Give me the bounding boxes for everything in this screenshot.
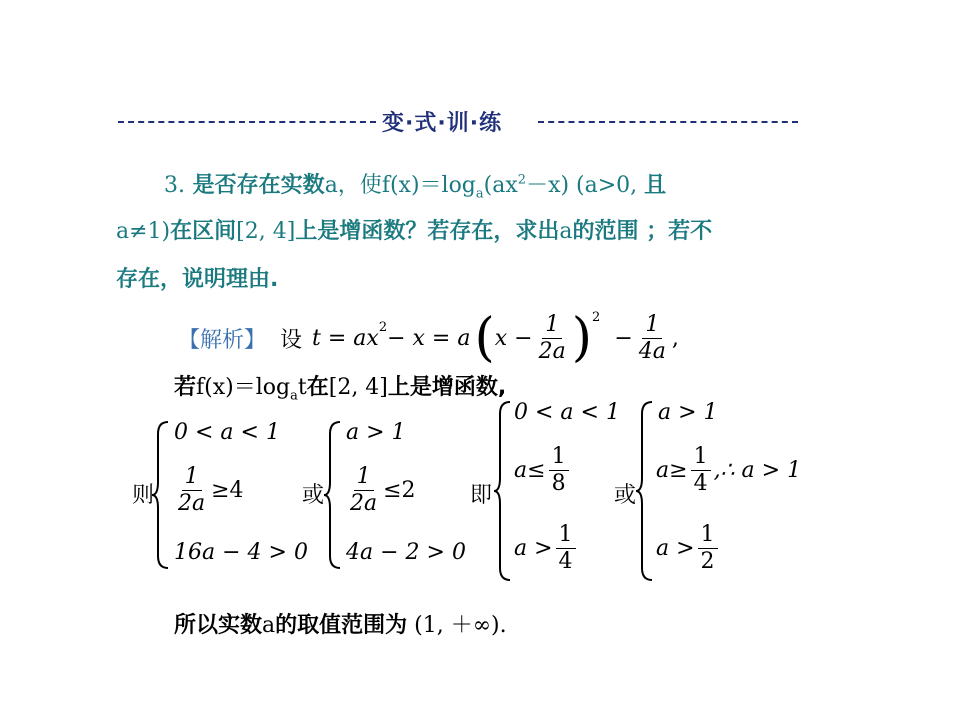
answer-text: 所以实数 <box>174 613 263 638</box>
then-label: 则 <box>132 483 155 508</box>
system-2-line-1: a > 1 <box>346 420 406 445</box>
equation-x: x − <box>494 325 533 351</box>
header-divider-right <box>538 121 798 123</box>
comma: , <box>671 325 679 351</box>
or-label: 或 <box>614 483 637 508</box>
minus-sign: − <box>614 325 633 351</box>
brace-system-1 <box>150 420 172 570</box>
problem-text: 在区间 <box>170 219 237 244</box>
exponent: 2 <box>592 310 601 325</box>
brace-system-2 <box>322 420 344 570</box>
problem-text: 且 <box>644 173 667 198</box>
set-text: 设 <box>280 327 303 353</box>
problem-line-3: 存在，说明理由. <box>116 267 279 292</box>
problem-number: 3. <box>164 173 185 198</box>
system-4-line-3 <box>656 522 721 575</box>
left-paren: ( <box>474 308 495 368</box>
or-label: 或 <box>302 483 325 508</box>
fraction-1-over-2 <box>698 522 718 575</box>
problem-line-1 <box>164 168 666 201</box>
equation-lhs: t = ax <box>312 325 379 351</box>
exponent: 2 <box>517 172 527 188</box>
fraction-numerator: 1 <box>556 522 576 549</box>
system-1-line-1: 0 < a < 1 <box>174 420 280 445</box>
problem-text: 的范围 ；若不 <box>572 219 713 244</box>
condition-text: 若 <box>174 375 197 400</box>
system-3-line-2 <box>514 444 572 497</box>
system-3-line-1: 0 < a < 1 <box>514 400 620 425</box>
fraction-1-over-4a <box>636 312 669 365</box>
fraction-denominator: 2a <box>538 338 566 364</box>
header-divider-left <box>118 121 376 123</box>
brace-system-4 <box>634 400 656 582</box>
fraction-denominator: 2 <box>700 549 715 574</box>
fraction-numerator: 1 <box>182 464 202 491</box>
log-base: a <box>290 388 298 404</box>
fraction-1-over-4 <box>556 522 576 575</box>
fraction-numerator: 1 <box>549 444 569 471</box>
section-title: 变·式·训·练 <box>382 111 503 136</box>
inequality: a≥ <box>656 458 688 483</box>
system-2-line-3: 4a − 2 > 0 <box>346 540 466 565</box>
condition-line <box>174 370 506 403</box>
fraction-numerator: 1 <box>642 312 662 339</box>
fraction-denominator: 2a <box>178 491 206 516</box>
fraction-numerator: 1 <box>691 444 711 471</box>
answer-range: (1, ＋∞). <box>407 613 507 638</box>
right-paren: ) <box>571 308 593 368</box>
fraction-1-over-2a <box>536 312 569 365</box>
inequality: ≥4 <box>211 478 244 503</box>
problem-text: 是否存在实数 <box>192 173 325 198</box>
fraction-numerator: 1 <box>698 522 718 549</box>
system-1-line-2 <box>172 464 244 517</box>
fraction-1-over-2a <box>347 464 380 517</box>
inequality: a≤ <box>514 458 546 483</box>
system-1-line-3: 16a − 4 > 0 <box>174 540 308 565</box>
interval-text: [2, 4] <box>328 375 388 400</box>
function-text: －x) (a>0, <box>526 173 645 198</box>
log-base: a <box>475 186 484 202</box>
fraction-denominator: 4a <box>638 338 666 364</box>
section-header <box>118 104 798 140</box>
fraction-1-over-4 <box>691 444 711 497</box>
fraction-denominator: 4 <box>693 471 708 496</box>
fraction-denominator: 4 <box>558 549 573 574</box>
inequality: a > <box>514 536 553 561</box>
condition-text: 在 <box>306 375 329 400</box>
system-3-line-3 <box>514 522 579 575</box>
interval-text: [2, 4] <box>236 219 296 244</box>
function-text: f(x)＝log <box>381 173 476 198</box>
solution-equation-row <box>178 310 679 366</box>
fraction-numerator: 1 <box>542 312 562 339</box>
variable-text: t <box>297 375 307 400</box>
inequality: a > <box>656 536 695 561</box>
ie-label: 即 <box>470 483 493 508</box>
answer-text: 的取值范围为 <box>275 613 408 638</box>
fraction-1-over-2a <box>175 464 208 517</box>
fraction-1-over-8 <box>549 444 569 497</box>
variable-text: a <box>559 219 573 244</box>
conclusion-text: ,∴ a > 1 <box>713 458 802 483</box>
function-text: f(x)＝log <box>196 375 291 400</box>
solution-label: 【解析】 <box>178 327 267 353</box>
final-answer <box>174 608 507 639</box>
problem-line-2 <box>116 214 712 245</box>
inequality: ≤2 <box>383 478 416 503</box>
system-4-line-1: a > 1 <box>658 400 718 425</box>
brace-system-3 <box>492 400 514 582</box>
condition-text: 上是增函数, <box>387 375 507 400</box>
equation-mid: − x = a <box>387 325 471 351</box>
exponent: 2 <box>378 320 388 335</box>
condition-text: a≠1) <box>116 219 171 244</box>
system-4-line-2 <box>656 444 801 497</box>
system-2-line-2 <box>344 464 416 517</box>
problem-text: a，使 <box>324 173 382 198</box>
fraction-denominator: 8 <box>551 471 566 496</box>
fraction-denominator: 2a <box>350 491 378 516</box>
variable-text: a <box>262 613 276 638</box>
fraction-numerator: 1 <box>354 464 374 491</box>
function-text: (ax <box>483 173 518 198</box>
problem-text: 上是增函数？若存在，求出 <box>295 219 560 244</box>
